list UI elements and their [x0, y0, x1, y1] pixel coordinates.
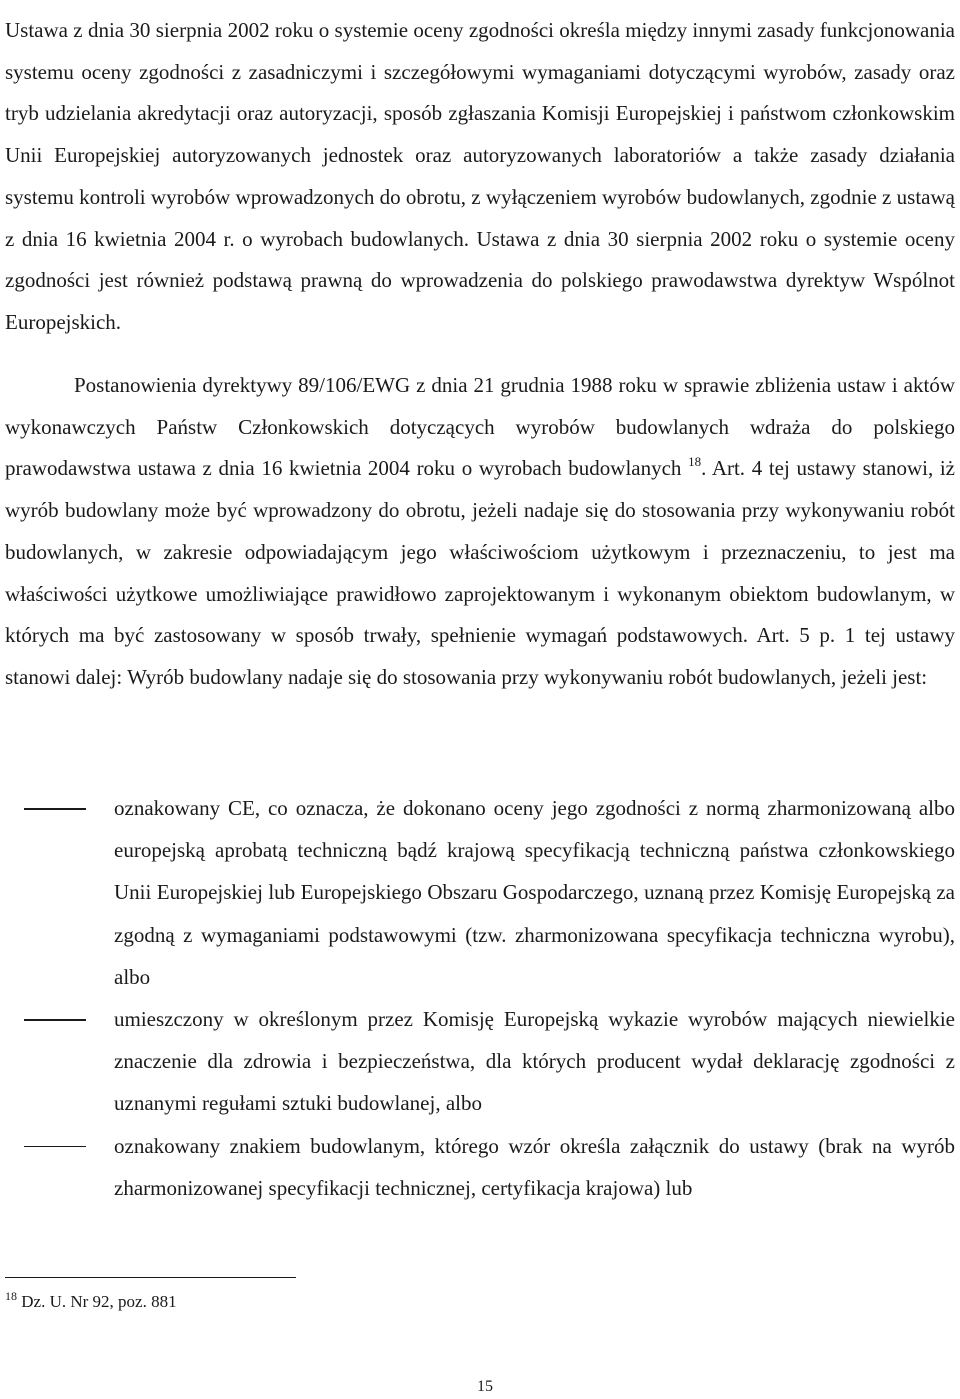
list-item-text: oznakowany CE, co oznacza, że dokonano oceny jego zgodności z normą zharmonizowaną albo europejską aprobatą techniczną bądź krajową specyfikacją techniczną państwa członkowskiego Unii Europejskiej lub Europejskiego Obszaru Gospodarczego, uznaną przez Komisję Europejską za zgodną z wymaganiami podstawowymi (tzw. zharmonizowana specyfikacja techniczna wyrobu), albo: [114, 796, 955, 989]
page-number: 15: [477, 1378, 493, 1395]
paragraph-2-text-after-ref: . Art. 4 tej ustawy stanowi, iż wyrób budowlany może być wprowadzony do obrotu, jeżeli nadaje się do stosowania przy wykonywaniu robót budowlanych, w zakresie odpowiadającym jego właściwościom użytkowym i przeznaczeniu, to jest ma właściwości użytkowe umożliwiające prawidłowo zaprojektowanym i wykonanym obiektom budowlanym, w których ma być zastosowany w sposób trwały, spełnienie wymagań podstawowych. Art. 5 p. 1 tej ustawy stanowi dalej: Wyrób budowlany nadaje się do stosowania przy wykonywaniu robót budowlanych, jeżeli jest:: [5, 456, 955, 689]
footnote: [5, 1290, 177, 1314]
paragraph-1: Ustawa z dnia 30 sierpnia 2002 roku o systemie oceny zgodności określa między innymi zasady funkcjonowania systemu oceny zgodności z zasadniczymi i szczegółowymi wymaganiami dotyczącymi wyrobów, zasady oraz tryb udzielania akredytacji oraz autoryzacji, sposób zgłaszania Komisji Europejskiej i państwom członkowskim Unii Europejskiej autoryzowanych jednostek oraz autoryzowanych laboratoriów a także zasady działania systemu kontroli wyrobów wprowadzonych do obrotu, z wyłączeniem wyrobów budowlanych, zgodnie z ustawą z dnia 16 kwietnia 2004 r. o wyrobach budowlanych. Ustawa z dnia 30 sierpnia 2002 roku o systemie oceny zgodności jest również podstawą prawną do wprowadzenia do polskiego prawodawstwa dyrektyw Wspólnot Europejskich.: [5, 18, 955, 334]
requirements-list: [5, 787, 955, 1209]
dash-bullet-icon: [24, 808, 86, 810]
paragraph-2: [5, 365, 955, 699]
footnote-reference[interactable]: 18: [688, 454, 702, 470]
dash-bullet-icon: [24, 1019, 86, 1021]
list-item-text: oznakowany znakiem budowlanym, którego wzór określa załącznik do ustawy (brak na wyrób zharmonizowanej specyfikacji technicznej, certyfikacja krajowa) lub: [114, 1133, 955, 1200]
paragraph-2-text-before-ref: Postanowienia dyrektywy 89/106/EWG z dnia 21 grudnia 1988 roku w sprawie zbliżenia ustaw i aktów wykonawczych Państw Członkowskich dotyczących wyrobów budowlanych wdraża do polskiego prawodawstwa ustawa z dnia 16 kwietnia 2004 roku o wyrobach budowlanych: [5, 373, 955, 481]
list-item: [5, 787, 955, 998]
footnote-separator: [5, 1277, 296, 1278]
footnote-number: 18: [5, 1289, 17, 1303]
list-item: [5, 998, 955, 1125]
footnote-text: Dz. U. Nr 92, poz. 881: [17, 1292, 177, 1311]
dash-bullet-icon: [24, 1146, 86, 1148]
list-item: [5, 1125, 955, 1209]
list-item-text: umieszczony w określonym przez Komisję Europejską wykazie wyrobów mających niewielkie znaczenie dla zdrowia i bezpieczeństwa, dla których producent wydał deklarację zgodności z uznanymi regułami sztuki budowlanej, albo: [114, 1007, 955, 1116]
